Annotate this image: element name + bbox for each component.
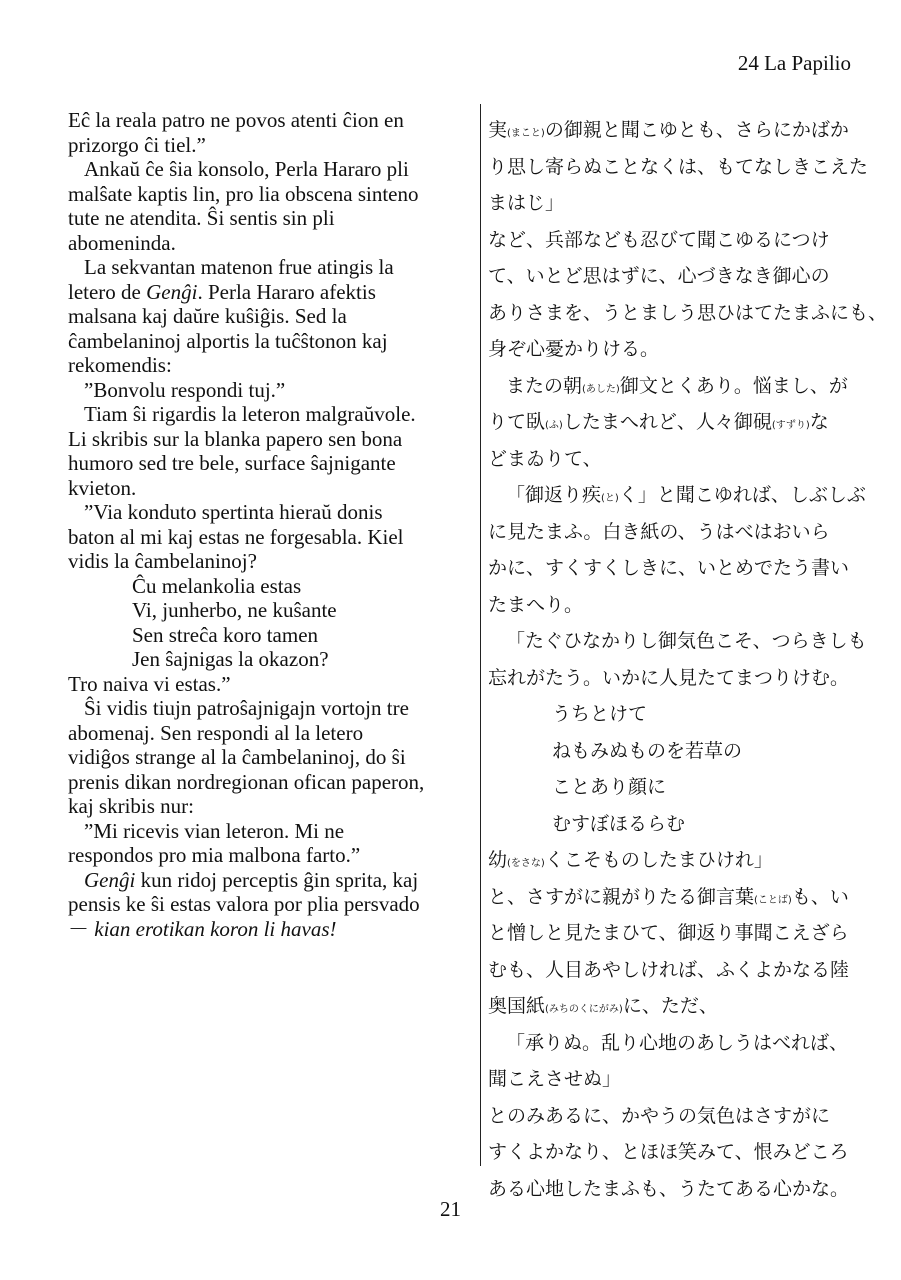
- text-run: 「たぐひなかりし御気色こそ、つらきしも: [506, 630, 867, 652]
- text-run: どまゐりて、: [488, 447, 602, 470]
- text-line: ”Bonvolu respondi tuj.”: [84, 377, 286, 402]
- text-line: [488, 550, 858, 587]
- text-line: malŝate kaptis lin, pro lia obscena sinteno: [68, 181, 419, 206]
- text-line: Ŝi vidis tiujn patroŝajnigajn vortojn tre: [84, 696, 409, 720]
- text-line: pensis ke ŝi estas valora por plia persvado: [68, 892, 420, 916]
- text-line: kvieton.: [68, 475, 137, 500]
- text-line: [68, 280, 472, 305]
- text-line: baton al mi kaj estas ne forgesabla. Kiel: [68, 524, 404, 549]
- text-line: [488, 295, 888, 332]
- text-line: [488, 258, 858, 295]
- text-line: [488, 769, 858, 806]
- text-run: 忘れがたう。いかに人見たてまつりけむ。: [488, 666, 850, 689]
- italic-text: Genĝi: [84, 867, 136, 892]
- text-line: [488, 1061, 858, 1098]
- text-line: [488, 915, 858, 952]
- text-line: Jen ŝajnigas la okazon?: [132, 647, 329, 671]
- running-header: [738, 50, 851, 76]
- text-run: kun ridoj perceptis ĝin sprita, kaj: [135, 867, 419, 892]
- text-line: [488, 331, 858, 368]
- furigana-reading: (みちのくにがみ): [545, 1004, 623, 1015]
- furigana-reading: (と): [601, 493, 619, 504]
- text-line: Ankaŭ ĉe ŝia konsolo, Perla Hararo pli: [84, 157, 409, 181]
- text-line: ”Mi ricevis vian leteron. Mi ne: [84, 818, 345, 843]
- furigana-reading: (まこと): [507, 128, 545, 139]
- text-line: [488, 368, 858, 405]
- text-line: vidis la ĉambelaninoj?: [68, 549, 257, 573]
- text-line: [488, 842, 858, 879]
- text-line: [488, 185, 858, 222]
- text-line: [488, 660, 858, 697]
- text-line: prenis dikan nordregionan ofican paperon,: [68, 769, 425, 794]
- text-run: など、兵部なども忍びて聞こゆるにつけ: [488, 228, 830, 251]
- chapter-title: 24 La Papilio: [737, 51, 851, 75]
- page-number-text: 21: [440, 1197, 461, 1221]
- text-run: . Perla Hararo afektis: [197, 279, 376, 304]
- text-line: [488, 806, 858, 843]
- text-run: 身ぞ心憂かりける。: [488, 338, 660, 360]
- column-divider: [480, 104, 481, 1166]
- text-run: て、いとど思はずに、心づきなき御心の: [488, 265, 830, 287]
- text-line: [488, 587, 858, 624]
- furigana-reading: (をさな): [507, 858, 545, 869]
- text-line: [488, 514, 858, 551]
- japanese-column: [488, 112, 888, 1207]
- furigana-reading: (すずり): [771, 420, 810, 431]
- text-run: letero de: [68, 279, 147, 304]
- text-line: [68, 917, 472, 942]
- text-run: ねもみぬものを若草の: [552, 739, 743, 762]
- text-line: ĉambelaninoj alportis la tuĉŝtonon kaj: [68, 328, 388, 353]
- text-line: [488, 1134, 858, 1171]
- text-line: vidiĝos strange al la ĉambelaninoj, do ŝi: [68, 745, 406, 769]
- text-line: [488, 696, 858, 733]
- text-run: りて臥: [488, 411, 546, 433]
- text-line: abomeninda.: [68, 230, 176, 255]
- text-run: かに、すくすくしきに、いとめでたう書い: [488, 557, 850, 579]
- text-line: [488, 441, 858, 478]
- text-line: respondos pro mia malbona farto.”: [68, 843, 361, 867]
- text-run: －: [68, 916, 95, 941]
- text-run: 「承りぬ。乱り心地のあしうはべれば、: [506, 1031, 849, 1054]
- text-line: tute ne atendita. Ŝi sentis sin pli: [68, 206, 335, 230]
- text-line: [488, 623, 867, 660]
- text-run: と憎しと見たまひて、御返り事聞こえざら: [488, 922, 849, 944]
- text-run: に見たまふ。白き紙の、うはべはおいら: [488, 520, 830, 543]
- text-line: Sen streĉa koro tamen: [132, 622, 319, 647]
- text-line: [68, 868, 472, 893]
- text-run: まはじ」: [488, 192, 565, 214]
- text-line: rekomendis:: [68, 353, 172, 377]
- text-line: Eĉ la reala patro ne povos atenti ĉion en: [68, 108, 404, 132]
- text-run: に、ただ、: [622, 995, 718, 1017]
- text-line: [488, 1098, 858, 1135]
- text-run: も、い: [791, 885, 849, 908]
- text-line: abomenaj. Sen respondi al la letero: [68, 720, 364, 745]
- text-run: すくよかなり、とほほ笑みて、恨みどころ: [488, 1141, 849, 1163]
- text-line: La sekvantan matenon frue atingis la: [84, 255, 394, 279]
- text-line: [488, 1025, 858, 1062]
- text-line: prizorgo ĉi tiel.”: [68, 132, 206, 157]
- text-line: [488, 988, 858, 1025]
- page-number: [0, 1196, 901, 1222]
- text-run: 聞こえさせぬ」: [488, 1068, 622, 1090]
- text-line: [488, 879, 858, 916]
- text-run: 御文とくあり。悩まし、が: [619, 374, 848, 397]
- italic-text: Genĝi: [146, 279, 198, 304]
- text-line: Ĉu melankolia estas: [132, 573, 302, 598]
- text-run: な: [809, 411, 829, 433]
- text-run: したまへれど、人々御硯: [562, 411, 772, 433]
- text-run: うちとけて: [552, 703, 648, 725]
- text-run: 幼: [488, 849, 508, 871]
- text-line: [488, 733, 858, 770]
- text-run: とのみあるに、かやうの気色はさすがに: [488, 1104, 831, 1127]
- text-line: [488, 477, 866, 514]
- text-run: ことあり顔に: [552, 776, 667, 798]
- text-run: くこそものしたまひけれ」: [544, 849, 773, 871]
- text-line: [488, 404, 858, 441]
- text-run: ありさまを、うとましう思ひはてたまふにも、: [488, 301, 888, 324]
- furigana-reading: (ことば): [754, 894, 792, 906]
- text-line: Tiam ŝi rigardis la leteron malgraŭvole.: [84, 402, 416, 426]
- text-line: [488, 952, 858, 989]
- text-line: [488, 149, 869, 186]
- text-run: 実: [488, 119, 508, 141]
- text-run: またの朝: [506, 374, 583, 397]
- text-run: く」と聞こゆれば、しぶしぶ: [618, 484, 866, 506]
- text-line: Tro naiva vi estas.”: [68, 671, 231, 696]
- furigana-reading: (ふ): [545, 420, 563, 431]
- text-run: 「御返り疾: [506, 484, 602, 506]
- text-line: ”Via konduto spertinta hieraŭ donis: [84, 500, 383, 524]
- text-run: むすぼほるらむ: [552, 812, 686, 835]
- text-line: [488, 112, 858, 149]
- text-run: り思し寄らぬことなくは、もてなしきこえた: [488, 155, 869, 178]
- text-run: たまへり。: [488, 593, 584, 616]
- italic-text: kian erotikan koron li havas!: [94, 916, 337, 941]
- text-run: むも、人目あやしければ、ふくよかなる陸: [488, 958, 850, 981]
- furigana-reading: (あした): [582, 383, 620, 395]
- text-run: の御親と聞こゆとも、さらにかばか: [544, 119, 849, 141]
- text-line: Li skribis sur la blanka papero sen bona: [68, 426, 403, 451]
- esperanto-column: [68, 108, 472, 941]
- text-run: 奥国紙: [488, 995, 546, 1017]
- text-line: Vi, junherbo, ne kuŝante: [132, 598, 337, 622]
- text-line: humoro sed tre bele, surface ŝajnigante: [68, 451, 396, 475]
- text-line: kaj skribis nur:: [68, 794, 194, 818]
- text-line: [488, 222, 858, 259]
- text-run: と、さすがに親がりたる御言葉: [488, 885, 755, 908]
- text-run: ある心地したまふも、うたてある心かな。: [488, 1177, 850, 1200]
- text-line: malsana kaj daŭre kuŝiĝis. Sed la: [68, 304, 347, 328]
